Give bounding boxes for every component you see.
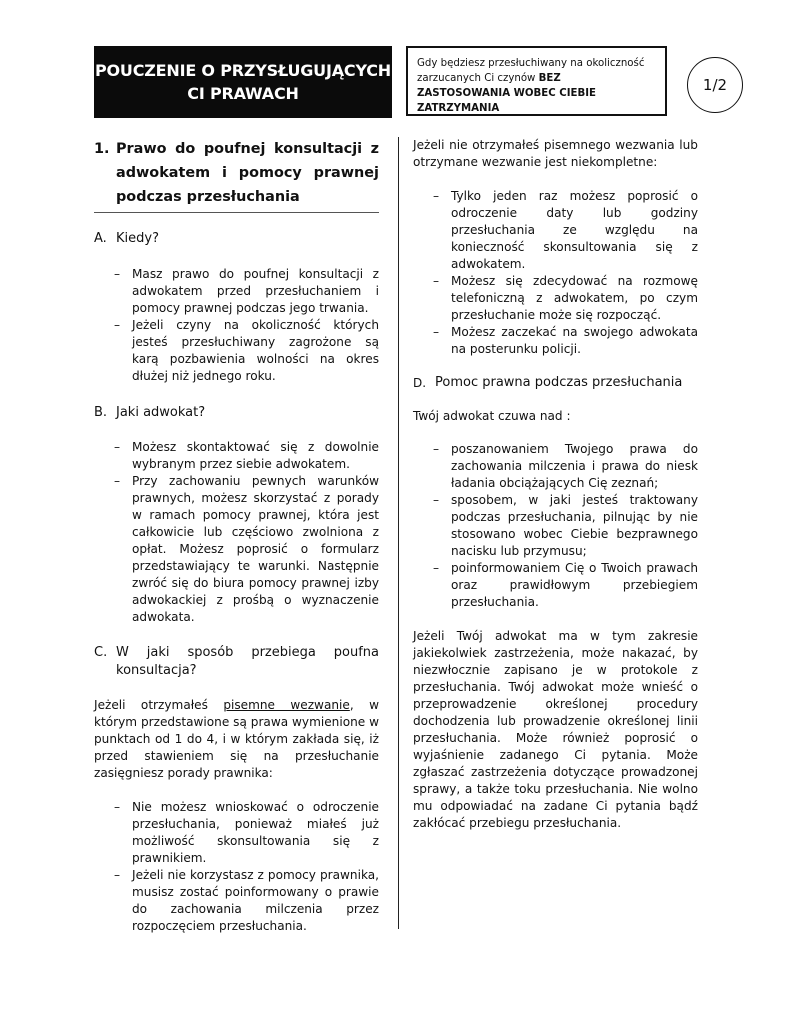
list-item: – poszanowaniem Twojego prawa do zachowania milczenia i prawa do niesk ładania obciążających Cię zeznań; bbox=[433, 441, 698, 492]
closing-paragraph: Jeżeli Twój adwokat ma w tym zakresie jakiekolwiek zastrzeżenia, może nakazać, by niezwłocznie zapisano je w protokole z przesłuchania. Twój adwokat może wnieść o przeprowadzenie określonej procedury dochodzenia lub prowadzenie określonej linii przesłuchania. Może również poprosić o wyjaśnienie zadanego Ci pytania. Może zgłaszać zastrzeżenia dotyczące prowadzonej sprawy, a także toku przesłuchania. Nie wolno mu odpowiadać na zadane Ci pytania bądź zakłócać przebiegu przesłuchania. bbox=[413, 629, 698, 830]
right-intro-list bbox=[413, 188, 698, 358]
subsection-a-title: Kiedy? bbox=[116, 231, 159, 246]
subsection-b-heading bbox=[94, 404, 379, 422]
subsection-d-lead: Twój adwokat czuwa nad : bbox=[413, 409, 571, 423]
list-item: – Możesz skontaktować się z dowolnie wybranym przez siebie adwokatem. bbox=[114, 439, 379, 473]
underlined-term: pisemne wezwanie bbox=[223, 698, 350, 712]
page-number-badge bbox=[687, 57, 743, 113]
subsection-a-list bbox=[94, 266, 379, 385]
subsection-d-title: Pomoc prawna podczas przesłuchania bbox=[435, 375, 683, 390]
paragraph-text: Jeżeli otrzymałeś bbox=[94, 698, 224, 712]
subsection-b-letter: B. bbox=[94, 405, 108, 420]
list-item: – poinformowaniem Cię o Twoich prawach oraz prawidłowym przebiegiem przesłuchania. bbox=[433, 560, 698, 611]
paragraph-text: , w którym przedstawione są prawa wymienione w punktach od 1 do 4, i w którym zakłada się, iż przed stawieniem się na przesłuchanie zasięgniesz porady prawnika: bbox=[94, 698, 379, 780]
section-heading bbox=[94, 137, 379, 209]
subsection-a-heading bbox=[94, 230, 379, 248]
info-text: Gdy będziesz przesłuchiwany na okoliczność zarzucanych Ci czynów bbox=[417, 58, 645, 84]
left-column bbox=[94, 137, 379, 935]
section-number: 1. bbox=[94, 141, 110, 157]
document-title: POUCZENIE O PRZYSŁUGUJĄCYCH CI PRAWACH bbox=[94, 61, 391, 103]
section-title: Prawo do poufnej konsultacji z adwokatem i pomocy prawnej podczas przesłuchania bbox=[116, 141, 379, 205]
list-item: – Przy zachowaniu pewnych warunków prawnych, możesz skorzystać z porady w ramach pomocy prawnej, która jest całkowicie lub częściowo zwolniona z opłat. Możesz poprosić o formularz przedstawiający te warunki. Następnie zwróć się do biura pomocy prawnej izby adwokackiej z prośbą o wyznaczenie adwokata. bbox=[114, 473, 379, 626]
list-item: – sposobem, w jaki jesteś traktowany podczas przesłuchania, pilnując by nie stosowano wobec Ciebie bezprawnego nacisku lub przymusu; bbox=[433, 492, 698, 560]
info-box bbox=[406, 46, 667, 116]
document-title-box bbox=[94, 46, 392, 118]
subsection-c-paragraph bbox=[94, 697, 379, 782]
section-rule bbox=[94, 212, 379, 213]
list-item: – Jeżeli nie korzystasz z pomocy prawnika, musisz zostać poinformowany o prawie do zachowania milczenia przez rozpoczęciem przesłuchania. bbox=[114, 867, 379, 935]
subsection-c-list bbox=[94, 799, 379, 935]
subsection-d-list bbox=[413, 441, 698, 611]
subsection-d-heading bbox=[413, 374, 698, 392]
subsection-c-letter: C. bbox=[94, 645, 108, 660]
list-item: – Możesz się zdecydować na rozmowę telefoniczną z adwokatem, po czym przesłuchanie może się rozpocząć. bbox=[433, 273, 698, 324]
right-column bbox=[413, 137, 698, 832]
list-item: – Jeżeli czyny na okoliczność których jesteś przesłuchiwany zagrożone są karą pozbawienia wolności na okres dłużej niż jednego roku. bbox=[114, 317, 379, 385]
subsection-c-heading bbox=[94, 644, 379, 680]
subsection-a-letter: A. bbox=[94, 231, 107, 246]
subsection-d-letter: D. bbox=[413, 376, 427, 390]
column-divider bbox=[398, 137, 399, 929]
list-item: – Tylko jeden raz możesz poprosić o odroczenie daty lub godziny przesłuchania ze względu na konieczność skonsultowania się z adwokatem. bbox=[433, 188, 698, 273]
list-item: – Nie możesz wnioskować o odroczenie przesłuchania, ponieważ miałeś już możliwość skonsultowania się z prawnikiem. bbox=[114, 799, 379, 867]
list-item: – Możesz zaczekać na swojego adwokata na posterunku policji. bbox=[433, 324, 698, 358]
info-text-bold: BEZ ZASTOSOWANIA WOBEC CIEBIE ZATRZYMANIA bbox=[417, 73, 597, 114]
subsection-b-list bbox=[94, 439, 379, 626]
page-number: 1/2 bbox=[702, 76, 728, 94]
list-item: – Masz prawo do poufnej konsultacji z adwokatem przed przesłuchaniem i pomocy prawnej podczas jego trwania. bbox=[114, 266, 379, 317]
right-intro-paragraph: Jeżeli nie otrzymałeś pisemnego wezwania lub otrzymane wezwanie jest niekompletne: bbox=[413, 138, 698, 169]
subsection-b-title: Jaki adwokat? bbox=[116, 405, 206, 420]
subsection-c-title: W jaki sposób przebiega poufna konsultacja? bbox=[116, 645, 379, 678]
